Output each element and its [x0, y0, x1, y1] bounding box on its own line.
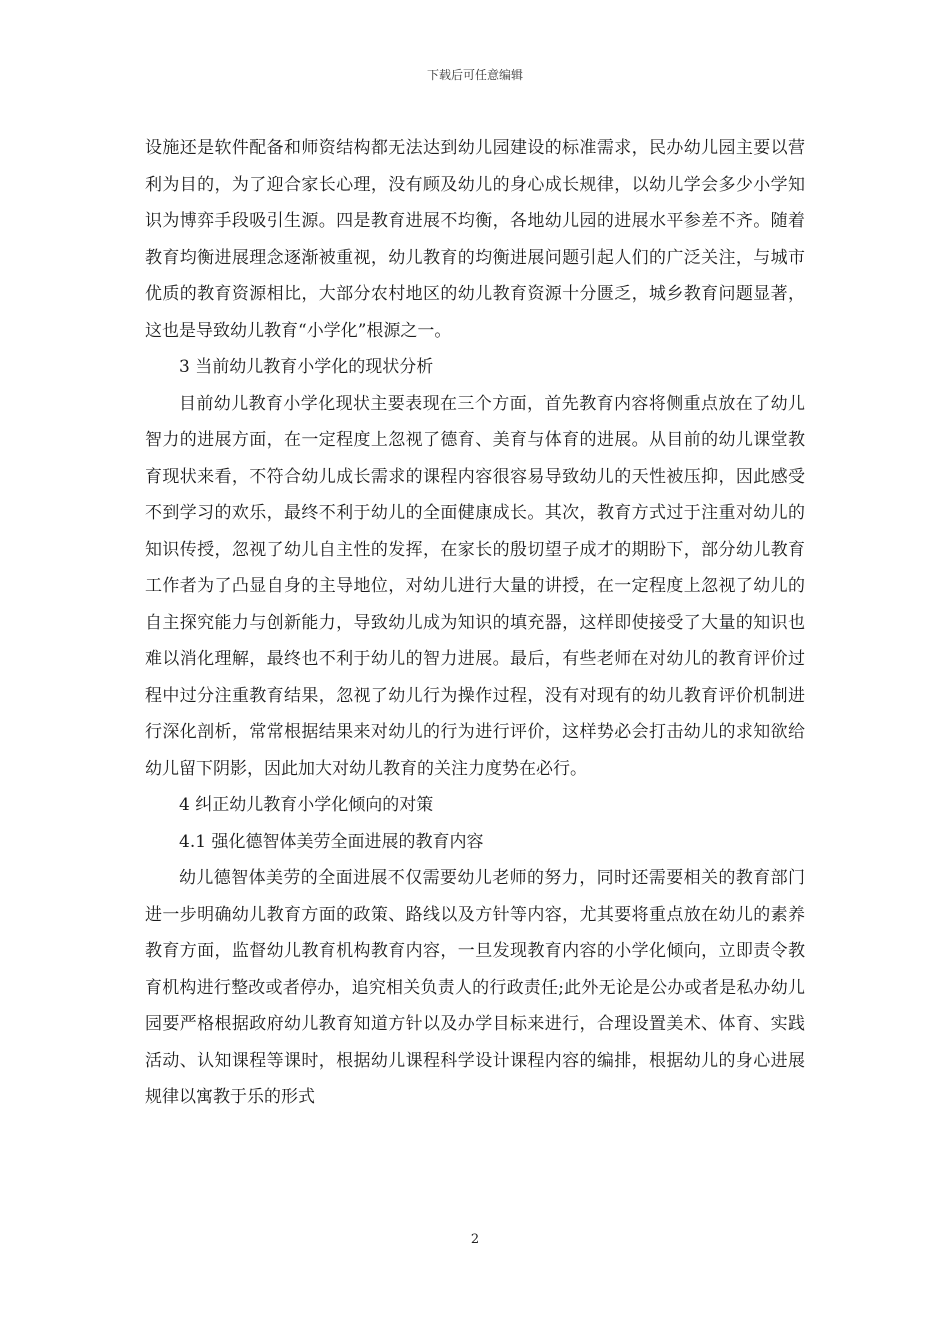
page-number: 2 [470, 1232, 480, 1247]
page-header: 下载后可任意编辑 [426, 68, 523, 82]
paragraph: 设施还是软件配备和师资结构都无法达到幼儿园建设的标准需求，民办幼儿园主要以营利为目的，为了迎合家长心理，没有顾及幼儿的身心成长规律，以幼儿学会多少小学知识为博弈手段吸引生源。四是教育进展不均衡，各地幼儿园的进展水平参差不齐。随着教育均衡进展理念逐渐被重视，幼儿教育的均衡进展问题引起人们的广泛关注，与城市优质的教育资源相比，大部分农村地区的幼儿教育资源十分匮乏，城乡教育问题显著，这也是导致幼儿教育“小学化”根源之一。 [145, 138, 805, 341]
section-heading: 3 当前幼儿教育小学化的现状分析 [179, 357, 434, 377]
subsection-heading: 4.1 强化德智体美劳全面进展的教育内容 [179, 831, 484, 852]
body-text [145, 130, 805, 1116]
section-heading: 4 纠正幼儿教育小学化倾向的对策 [179, 795, 434, 815]
paragraph: 目前幼儿教育小学化现状主要表现在三个方面，首先教育内容将侧重点放在了幼儿智力的进展方面，在一定程度上忽视了德育、美育与体育的进展。从目前的幼儿课堂教育现状来看，不符合幼儿成长需求的课程内容很容易导致幼儿的天性被压抑，因此感受不到学习的欢乐，最终不利于幼儿的全面健康成长。其次，教育方式过于注重对幼儿的知识传授，忽视了幼儿自主性的发挥，在家长的殷切望子成才的期盼下，部分幼儿教育工作者为了凸显自身的主导地位，对幼儿进行大量的讲授，在一定程度上忽视了幼儿的自主探究能力与创新能力，导致幼儿成为知识的填充器，这样即使接受了大量的知识也难以消化理解，最终也不利于幼儿的智力进展。最后，有些老师在对幼儿的教育评价过程中过分注重教育结果，忽视了幼儿行为操作过程，没有对现有的幼儿教育评价机制进行深化剖析，常常根据结果来对幼儿的行为进行评价，这样势必会打击幼儿的求知欲给幼儿留下阴影，因此加大对幼儿教育的关注力度势在必行。 [145, 393, 805, 779]
paragraph: 幼儿德智体美劳的全面进展不仅需要幼儿老师的努力，同时还需要相关的教育部门进一步明确幼儿教育方面的政策、路线以及方针等内容，尤其要将重点放在幼儿的素养教育方面，监督幼儿教育机构教育内容，一旦发现教育内容的小学化倾向，立即责令教育机构进行整改或者停办，追究相关负责人的行政责任;此外无论是公办或者是私办幼儿园要严格根据政府幼儿教育知道方针以及办学目标来进行，合理设置美术、体育、实践活动、认知课程等课时，根据幼儿课程科学设计课程内容的编排，根据幼儿的身心进展规律以寓教于乐的形式 [145, 868, 805, 1107]
